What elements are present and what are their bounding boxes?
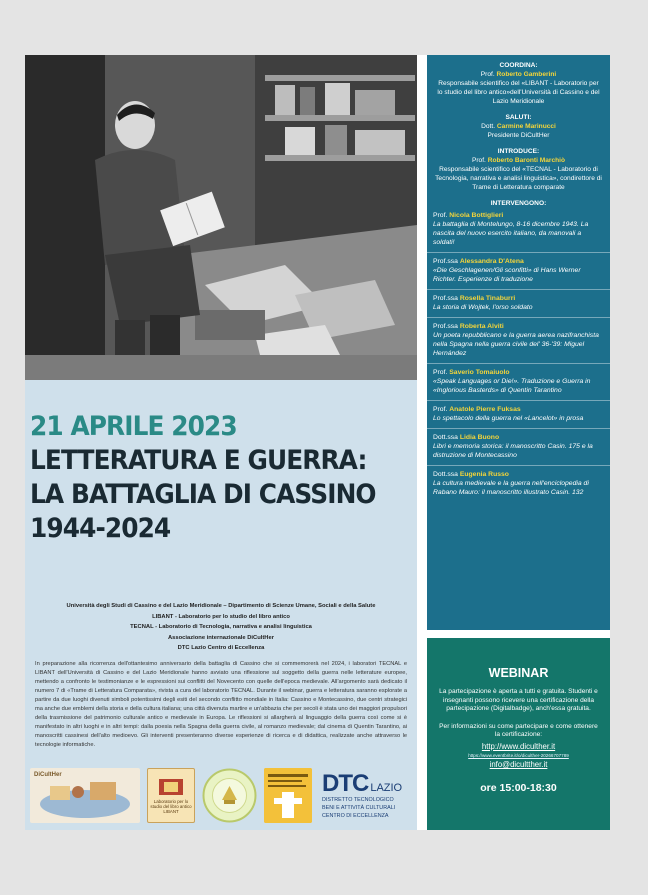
saluti-label: SALUTI: [505,114,532,121]
speaker-talk: «Die Geschlagenen/Gli sconfitti» di Hans Werner Richter. Esperienze di traduzione [433,267,581,283]
tecnal-logo [264,768,312,823]
title-line-1: LETTERATURA E GUERRA: [30,445,367,476]
dtc-lazio-logo [322,768,410,823]
speaker-prefix: Dott.ssa [433,434,458,441]
introduce-name: Roberto Baronti Marchiò [487,157,566,164]
speaker [427,433,610,460]
introduce-prefix: Prof. [471,157,486,164]
dtc-logo-region: LAZIO [370,781,403,794]
speaker [427,405,610,423]
speaker [427,470,610,497]
speaker-name: Eugenia Russo [459,471,509,478]
eventbrite-link[interactable]: https://www.eventbrite.it/o/diculther-20266707789 [468,752,569,758]
introduce-role: Responsabile scientifico del «TECNAL - Laboratorio di Tecnologia, narrativa e analisi linguistica», condirettore di Trame di Letteratura comparate [435,166,602,191]
webinar-title: WEBINAR [488,666,549,680]
institution-line: DTC Lazio Centro di Eccellenza [177,645,265,651]
webinar-time: ore 15:00-18:30 [480,781,557,794]
email-link[interactable]: info@dicultther.it [489,759,548,769]
introduce-person [427,156,610,165]
program-panel [427,55,610,630]
coordina-role: Responsabile scientifico del «LIBANT - Laboratorio per lo studio del libro antico»dell'Università di Cassino e del Lazio Meridionale [437,80,600,105]
dtc-logo-sub3: CENTRO DI ECCELLENZA [322,812,389,819]
university-seal-logo [202,768,257,823]
speaker-name: Lidia Buono [459,434,500,441]
speaker-talk: Lo spettacolo della guerra nel «Lancelot» in prosa [433,415,584,422]
coordina-name: Roberto Gamberini [496,71,557,78]
divider [427,400,610,401]
institution-line: LIBANT - Laboratorio per lo studio del libro antico [152,613,290,620]
saluti-role: Presidente DiCultHer [487,132,550,139]
saluti-prefix: Dott. [481,123,496,130]
poster [25,55,610,830]
divider [427,252,610,253]
saluti-person [427,122,610,131]
divider [427,317,610,318]
coordina-person [427,70,610,79]
speaker-name: Saverio Tomaiuolo [449,369,510,376]
event-description: In preparazione alla ricorrenza dell'ottantesimo anniversario della battaglia di Cassino che si commemorerà nel 2024, i laboratori TECNAL e LIBANT dell'Università di Cassino e del Lazio Meridionale hanno avviato una riflessione sul soggetto della guerra nelle letterature europee, mettendo a confronto le testimonianze e le espressioni sui conflitti del Novecento con quelle dell'epoca medievale. All'argomento sarà dedicato il numero 7 di «Trame di Letteratura Comparata», rivista a cura del laboratorio TECNAL. Durante il webinar, guerra e letteratura saranno esplorate a partire da due luoghi divenuti simboli potentissimi degli esiti del secondo conflitto mondiale in Italia: Cassino e Montecassino, due centri strategici ma anche due emblemi della storia e della cultura italiana; una città divenuta martire e un'abbazia che per secoli è stata uno dei maggiori propulsori della trasmissione del patrimonio culturale antico e medievale in Europa. Le riflessioni si allargherà al linguaggio della guerra così come si è manifestato in altri luoghi e in altri tempi: dalla poesia nella Spagna della guerra civile, al romanzo medievale; dal cinema di Quentin Tarantino, ai manoscritti cassinesi dell'alto medioevo. Gli interventi presenteranno diverse esperienze di ricerca e di didattica, realizzate anche attraverso le tecnologie informatiche. [35,661,407,748]
libant-logo [147,768,195,823]
speaker-prefix: Prof.ssa [433,258,458,265]
speaker-talk: Libri e memoria storica: il manoscritto Casin. 175 e la distruzione di Montecassino [433,443,593,459]
speaker-talk: Un poeta repubblicano e la guerra aerea nazifranchista nella Spagna nella guerra civile del' 36-'39: Miguel Hernández [433,332,599,357]
speaker-name: Rosella Tinaburri [459,295,516,302]
speaker-prefix: Prof.ssa [433,323,458,330]
speaker-talk: La storia di Wojtek, l'orso soldato [433,304,533,311]
speaker-talk: «Speak Languages or Die!». Traduzione e Guerra in «Inglorious Basterds» di Quentin Tarantino [433,378,591,394]
webinar-info-text: Per informazioni su come partecipare e come ottenere la certificazione: [439,722,598,739]
speaker-prefix: Prof.ssa [433,295,458,302]
title-line-3: 1944-2024 [30,513,171,544]
dicultther-logo [30,768,140,823]
speaker [427,294,610,312]
dtc-logo-mark: DTC [322,769,369,797]
speaker-prefix: Dott.ssa [433,471,458,478]
webinar-access-text: La partecipazione è aperta a tutti e gratuita. Studenti e insegnanti possono ricevere una certificazione della partecipazione (Digitalbadge), anch'essa gratuita. [439,688,598,713]
speaker-talk: La battaglia di Montelungo, 8-16 dicembre 1943. La nascita del nuovo esercito italiano, da manovali a soldati! [433,221,589,246]
dtc-logo-sub1: DISTRETTO TECNOLOGICO [322,796,394,803]
historical-photo [25,55,417,380]
introduce-label: INTRODUCE: [497,148,540,155]
coordina-prefix: Prof. [480,71,495,78]
speaker-prefix: Prof. [433,406,448,413]
webinar-panel [427,638,610,830]
speaker-name: Anatole Pierre Fuksas [449,406,521,413]
divider [427,428,610,429]
headline [30,410,415,546]
speaker [427,368,610,395]
speaker-prefix: Prof. [433,212,448,219]
speaker-name: Alessandra D'Atena [459,258,524,265]
event-date: 21 APRILE 2023 [30,411,237,442]
speaker-name: Nicola Bottiglieri [449,212,504,219]
institution-line: Associazione internazionale DiCultHer [168,634,274,641]
divider [427,465,610,466]
saluti-name: Carmine Marinucci [496,123,556,130]
speaker-prefix: Prof. [433,369,448,376]
divider [427,289,610,290]
dicultther-logo-text: DiCultHer [34,772,62,778]
institution-line: TECNAL - Laboratorio di Tecnologia, narrativa e analisi linguistica [130,624,312,630]
title-line-2: LA BATTAGLIA DI CASSINO [30,479,376,510]
right-column [427,55,610,830]
intervengono-label: INTERVENGONO: [490,200,547,207]
speaker [427,257,610,284]
divider [427,363,610,364]
speaker [427,322,610,358]
institution-line: Università degli Studi di Cassino e del Lazio Meridionale – Dipartimento di Scienze Umane, Sociali e della Salute [66,603,376,609]
coordina-label: COORDINA: [499,62,538,69]
website-link[interactable]: http://www.diculther.it [481,741,556,751]
institutions-list [35,601,407,654]
speaker [427,211,610,247]
left-column [25,55,417,830]
libant-logo-text: Laboratorio per lo studio del libro antico LIBANT [150,799,192,814]
logos-row [30,765,410,825]
speaker-name: Roberta Alviti [459,323,504,330]
dtc-logo-sub2: BENI E ATTIVITÀ CULTURALI [322,804,396,811]
speaker-talk: La cultura medievale e la guerra nell'enciclopedia di Rabano Mauro: il manoscritto illustrato Casin. 132 [433,480,589,496]
